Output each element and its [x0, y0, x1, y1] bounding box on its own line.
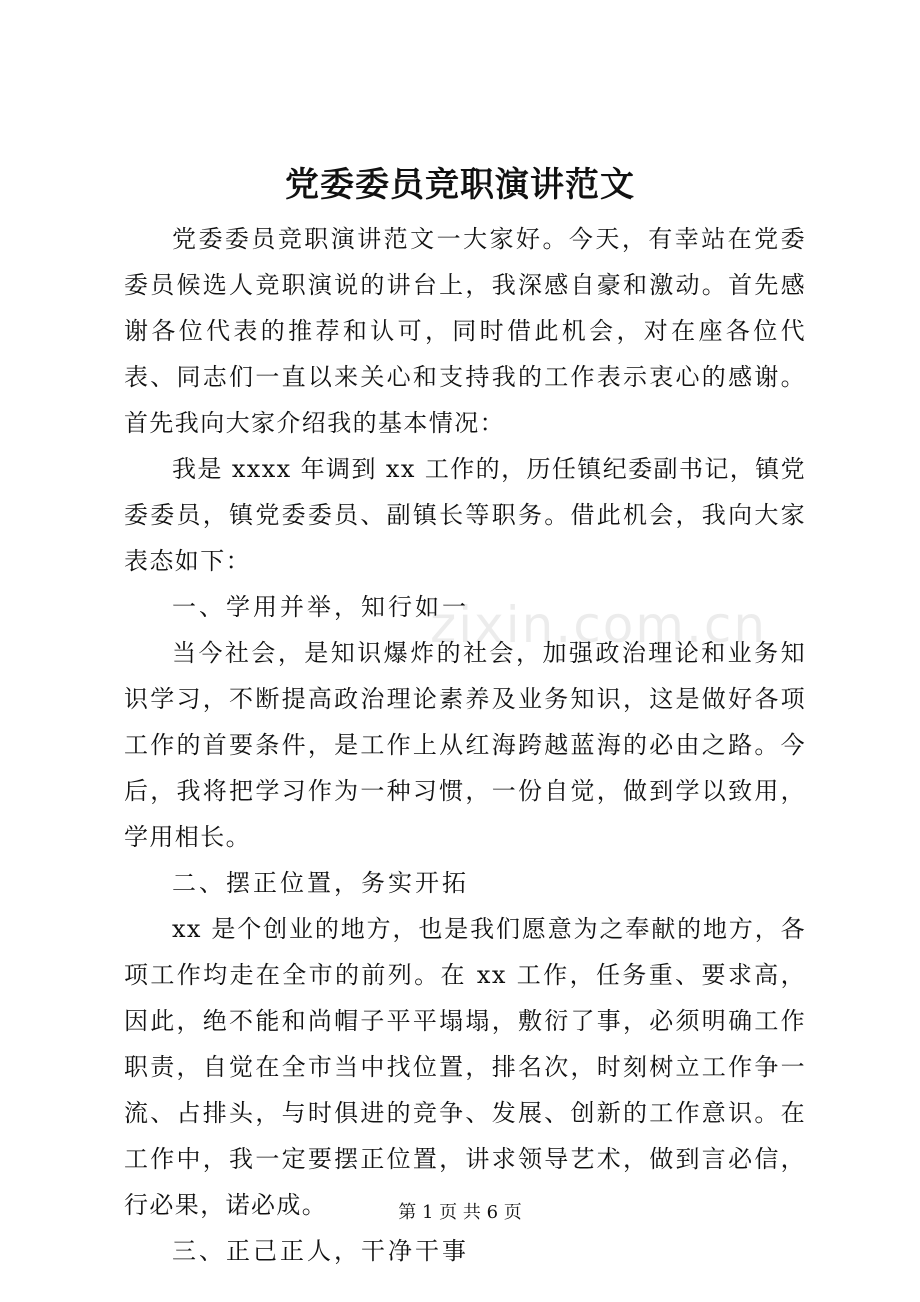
document-title: 党委委员竞职演讲范文 [285, 165, 635, 205]
watermark-text: zixin.com.cn [430, 596, 768, 654]
paragraph-section-1: 当今社会，是知识爆炸的社会，加强政治理论和业务知识学习，不断提高政治理论素养及业务知识，这是做好各项工作的首要条件，是工作上从红海跨越蓝海的必由之路。今后，我将把学习作为一种习惯，一份自觉，做到学以致用，学用相长。 [124, 639, 806, 851]
page-footer: 第 1 页 共 6 页 [398, 1202, 522, 1223]
paragraph-intro: 党委委员竞职演讲范文一大家好。今天，有幸站在党委委员候选人竞职演说的讲台上，我深感自豪和激动。首先感谢各位代表的推荐和认可，同时借此机会，对在座各位代表、同志们一直以来关心和支持我的工作表示衷心的感谢。首先我向大家介绍我的基本情况： [124, 225, 806, 437]
paragraph-section-2: xx 是个创业的地方，也是我们愿意为之奉献的地方，各项工作均走在全市的前列。在 xx 工作，任务重、要求高，因此，绝不能和尚帽子平平塌塌，敷衍了事，必须明确工作职责，自觉在全市当中找位置，排名次，时刻树立工作争一流、占排头，与时俱进的竞争、发展、创新的工作意识。在工作中，我一定要摆正位置，讲求领导艺术，做到言必信，行必果，诺必成。 [124, 915, 806, 1219]
paragraph-background: 我是 xxxx 年调到 xx 工作的，历任镇纪委副书记，镇党委委员，镇党委委员、副镇长等职务。借此机会，我向大家表态如下： [124, 455, 806, 575]
section-heading-1: 一、学用并举，知行如一 [172, 593, 469, 621]
section-heading-2: 二、摆正位置，务实开拓 [172, 869, 469, 897]
section-heading-3: 三、正己正人，干净干事 [172, 1237, 469, 1265]
document-body [124, 216, 806, 1274]
